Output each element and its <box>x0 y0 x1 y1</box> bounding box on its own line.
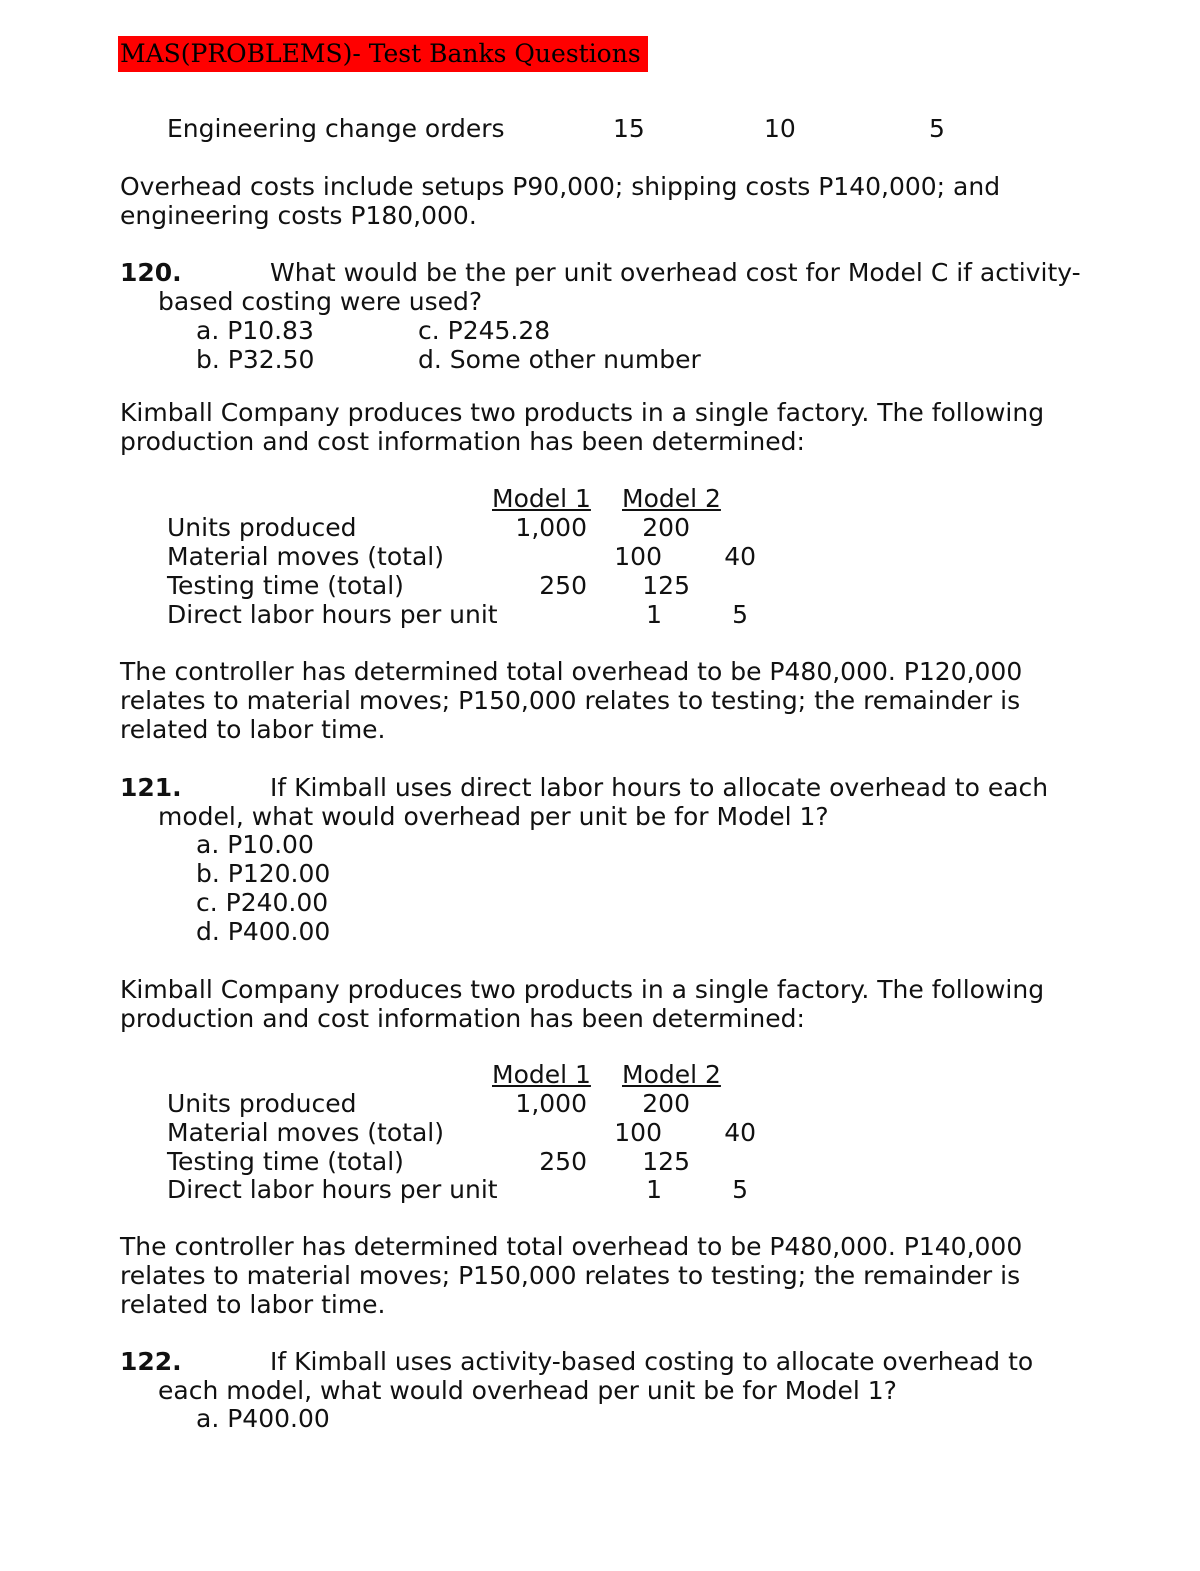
cell-material-moves-b: 40 <box>724 1118 756 1147</box>
cell-testing-model-1: 250 <box>539 1147 587 1176</box>
column-header-model-2: Model 2 <box>622 1060 721 1089</box>
cell-labor-b: 5 <box>732 600 748 629</box>
cell-material-moves-b: 40 <box>724 542 756 571</box>
row-label-material-moves: Material moves (total) <box>167 542 444 571</box>
controller-line-2: relates to material moves; P150,000 relates to testing; the remainder is <box>120 686 1021 715</box>
cell-testing-model-1: 250 <box>539 571 587 600</box>
cell-units-model-1: 1,000 <box>515 513 587 542</box>
question-text-line-2: based costing were used? <box>158 287 483 316</box>
row-label-material-moves: Material moves (total) <box>167 1118 444 1147</box>
cell-labor-a: 1 <box>646 1175 662 1204</box>
cell-labor-b: 5 <box>732 1175 748 1204</box>
row-label-testing-time: Testing time (total) <box>167 571 404 600</box>
option-a: a. P400.00 <box>196 1404 330 1433</box>
option-a: a. P10.00 <box>196 830 314 859</box>
eco-value-3: 5 <box>929 114 945 143</box>
overhead-note-line-1: Overhead costs include setups P90,000; shipping costs P140,000; and <box>120 172 1001 201</box>
controller-line-3: related to labor time. <box>120 715 386 744</box>
column-header-model-2: Model 2 <box>622 484 721 513</box>
cell-testing-model-2: 125 <box>642 1147 690 1176</box>
overhead-note-line-2: engineering costs P180,000. <box>120 201 477 230</box>
question-text-line-2: each model, what would overhead per unit be for Model 1? <box>158 1376 897 1405</box>
cell-material-moves-a: 100 <box>614 1118 662 1147</box>
eco-value-2: 10 <box>764 114 796 143</box>
eco-value-1: 15 <box>613 114 645 143</box>
option-a: a. P10.83 <box>196 316 314 345</box>
question-text-line-2: model, what would overhead per unit be for Model 1? <box>158 802 829 831</box>
option-c: c. P240.00 <box>196 888 329 917</box>
option-d: d. Some other number <box>418 345 701 374</box>
controller-line-3: related to labor time. <box>120 1290 386 1319</box>
eco-label: Engineering change orders <box>167 114 505 143</box>
column-header-model-1: Model 1 <box>492 484 591 513</box>
question-text-line-1: If Kimball uses activity-based costing to allocate overhead to <box>270 1347 1034 1376</box>
question-text-line-1: If Kimball uses direct labor hours to allocate overhead to each <box>270 773 1049 802</box>
option-b: b. P120.00 <box>196 859 331 888</box>
row-label-units-produced: Units produced <box>167 1089 357 1118</box>
intro-line-2: production and cost information has been determined: <box>120 1004 805 1033</box>
question-number: 121. <box>120 773 182 802</box>
row-label-units-produced: Units produced <box>167 513 357 542</box>
cell-units-model-1: 1,000 <box>515 1089 587 1118</box>
cell-units-model-2: 200 <box>642 513 690 542</box>
controller-line-1: The controller has determined total overhead to be P480,000. P120,000 <box>120 657 1023 686</box>
row-label-direct-labor: Direct labor hours per unit <box>167 1175 498 1204</box>
intro-line-1: Kimball Company produces two products in a single factory. The following <box>120 398 1045 427</box>
cell-material-moves-a: 100 <box>614 542 662 571</box>
option-c: c. P245.28 <box>418 316 551 345</box>
question-number: 120. <box>120 258 182 287</box>
row-label-direct-labor: Direct labor hours per unit <box>167 600 498 629</box>
cell-testing-model-2: 125 <box>642 571 690 600</box>
cell-labor-a: 1 <box>646 600 662 629</box>
intro-line-1: Kimball Company produces two products in a single factory. The following <box>120 975 1045 1004</box>
option-b: b. P32.50 <box>196 345 315 374</box>
question-number: 122. <box>120 1347 182 1376</box>
intro-line-2: production and cost information has been determined: <box>120 427 805 456</box>
option-d: d. P400.00 <box>196 917 331 946</box>
question-text-line-1: What would be the per unit overhead cost for Model C if activity- <box>270 258 1081 287</box>
cell-units-model-2: 200 <box>642 1089 690 1118</box>
column-header-model-1: Model 1 <box>492 1060 591 1089</box>
page-header-title: MAS(PROBLEMS)- Test Banks Questions <box>118 36 648 72</box>
controller-line-2: relates to material moves; P150,000 relates to testing; the remainder is <box>120 1261 1021 1290</box>
row-label-testing-time: Testing time (total) <box>167 1147 404 1176</box>
controller-line-1: The controller has determined total overhead to be P480,000. P140,000 <box>120 1232 1023 1261</box>
